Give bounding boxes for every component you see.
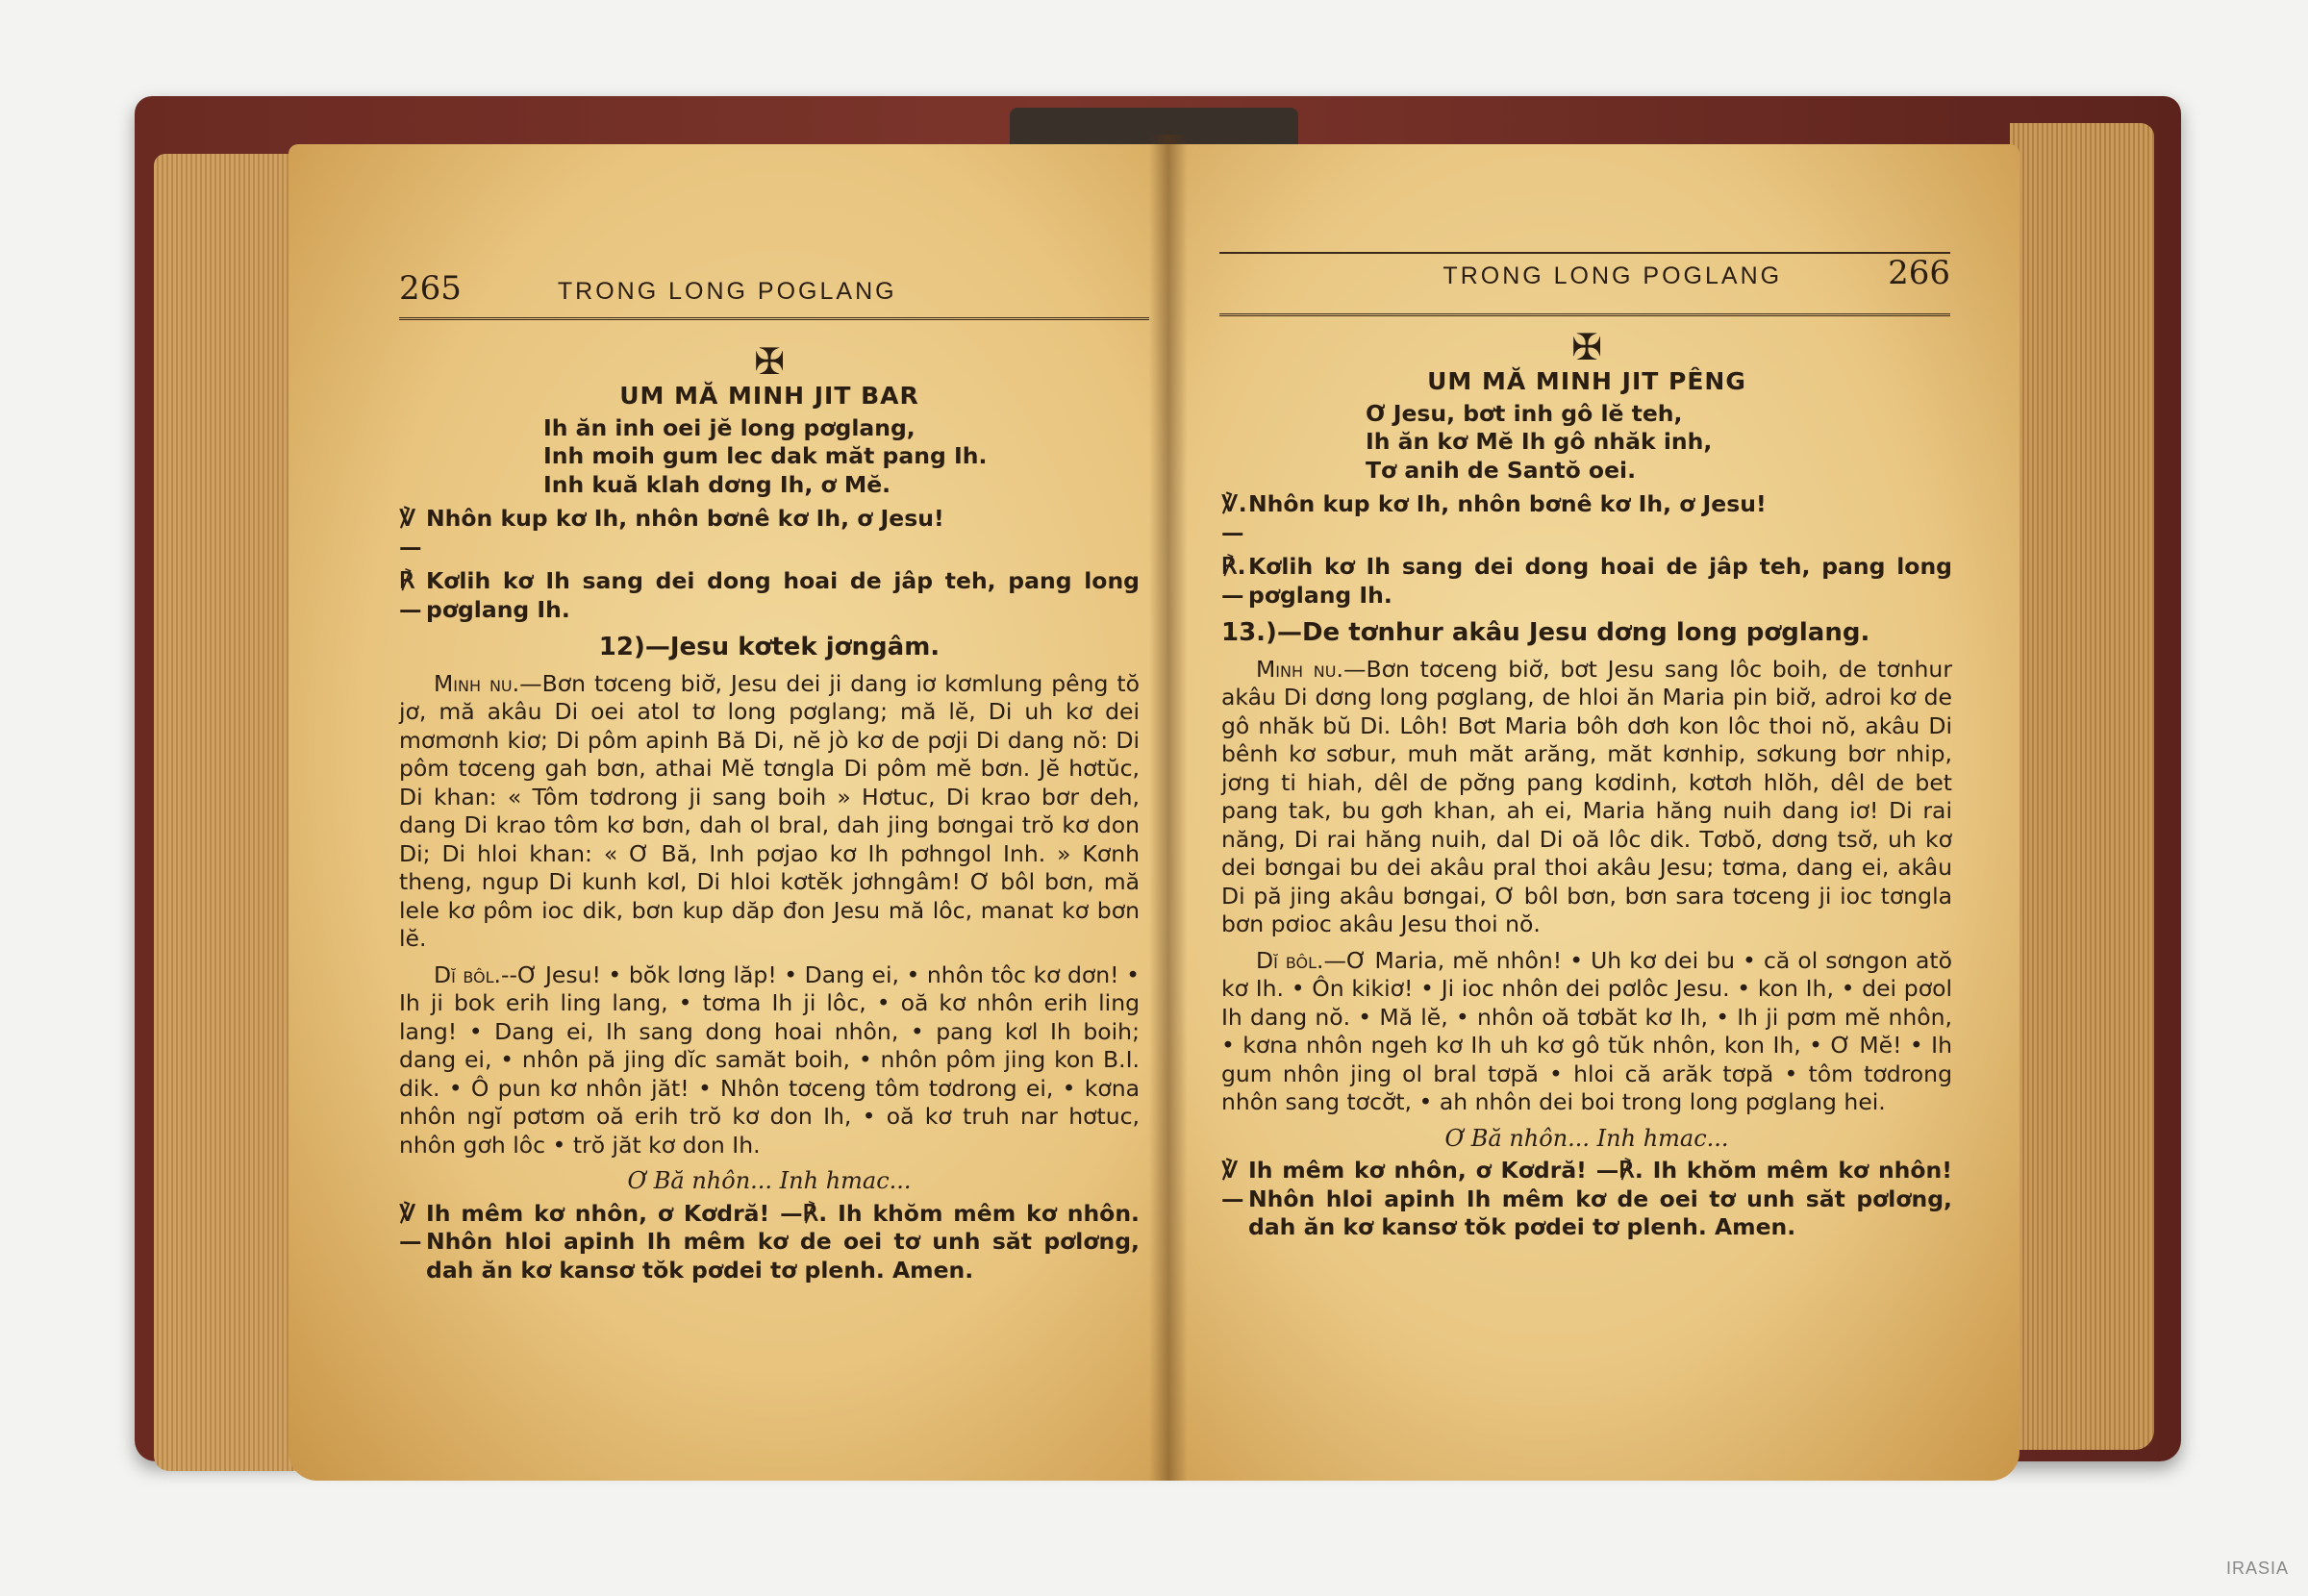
running-header [399,269,1149,320]
book-gutter [1149,135,1188,1481]
cross-icon: ✠ [754,340,785,383]
meditation-paragraph [1221,656,1952,939]
section-heading: UM MĂ MINH JIT PÊNG [1427,367,1746,395]
versicle [399,505,1140,561]
verse-line: Ih ăn kơ Mĕ Ih gô nhăk inh, [1366,428,1713,455]
subheading: 12)—Jesu kơtek jơngâm. [598,633,941,661]
running-title: TRONG LONG POGLANG [557,278,897,305]
meditation-text: —Bơn tơceng biơ̆, bơt Jesu sang lôc boih, de tơnhur akâu Di dơng long pơglang, de hloi ăn Maria pin biơ̆, adroi kơ de gô nhăk bŭ Di. Lôh! Bơt Maria bôh dơh kon lôc thoi nŏ, akâu Di bênh kơ sơbur, muh măt arăng, măt kơnhip, sơkung bơr nhip, jơng ti hiah, dêl de pơ̆ng pang kơdinh, kơtơh hlŏh, dêl de bet pang tak, bu gơh khan, ah ei, Maria hăng nuih dang iơ! Di rai năng, Di rai hăng nuih, dal Di oă lôc dik. Tơbŏ, dơng tsơ̆, uh kơ dei bơngai bu dei akâu pral thoi akâu Jesu; tơma, dang ei, akâu Di pă jing akâu bơngai, Ơ bôl bơn, bơn sara tơceng ji ioc tơngla bơn pơioc akâu Jesu thoi nŏ. [1221,655,1952,937]
running-header [1219,252,1950,316]
right-page [1164,144,2020,1481]
page-content [399,341,1140,1284]
final-versicle [399,1200,1140,1285]
verse-line: Inh kuă klah dơng Ih, ơ Mĕ. [543,470,891,498]
versicle-icon: ℣— [399,505,422,561]
section-heading: UM MĂ MINH JIT BAR [619,382,919,410]
versicle-icon: ℣— [1221,1157,1244,1212]
prayer-paragraph [399,961,1140,1160]
closing-line: Ơ Bă nhôn... Inh hmac... [627,1167,912,1194]
versicle-text: Nhôn kup kơ Ih, nhôn bơnê kơ Ih, ơ Jesu! [426,505,944,532]
prayer-label: Dĭ bôl. [1256,946,1324,974]
verse [1221,400,1952,486]
prayer-text: —Ơ Maria, mĕ nhôn! • Uh kơ dei bu • că ol sơngon atŏ kơ Ih. • Ôn kikiơ! • Ji ioc nhôn dei pơlôc Jesu. • kon Ih, • dei pơol Ih dang nŏ. • Mă lĕ, • nhôn oă tơbăt kơ Ih, • Ih ji pơm mĕ nhôn, • kơna nhôn ngeh kơ Ih uh kơ gô tŭk nhôn, kon Ih, • Ơ Mĕ! • Ih gum nhôn jing ol bral tơpă • hloi că arăk tơpă • tôm tơdrong nhôn sang tơcơ̆t, • ah nhôn dei boi trong long pơglang hei. [1221,946,1952,1115]
right-page-edges [2010,123,2154,1450]
meditation-paragraph [399,670,1140,954]
verse-line: Ih ăn inh oei jĕ long pơglang, [543,413,916,441]
running-title: TRONG LONG POGLANG [1442,262,1783,289]
response-text: Kơlih kơ Ih sang dei dong hoai de jâp teh, pang long pơglang Ih. [1248,553,1952,609]
response [1221,553,1952,610]
final-versicle [1221,1157,1952,1242]
page-number: 265 [399,269,462,308]
response-icon: ℟— [399,567,422,623]
page-content [1221,327,1952,1242]
versicle [1221,490,1952,547]
verse-line: Inh moih gum lec dak măt pang Ih. [543,442,988,469]
cross-icon: ✠ [1571,326,1602,368]
closing-line: Ơ Bă nhôn... Inh hmac... [1444,1124,1729,1152]
verse-line: Tơ anih de Santŏ oei. [1366,456,1636,484]
prayer-text: --Ơ Jesu! • bŏk lơng lăp! • Dang ei, • nhôn tôc kơ dơn! • Ih ji bok erih ling lang, • tơma Ih ji lôc, • oă kơ nhôn erih ling lang! • Dang ei, Ih sang dong hoai nhôn, • pang kơl Ih boih; dang ei, • nhôn pă jing dĭc samăt boih, • nhôn pôm jing kon B.I. dik. • Ô pun kơ nhôn jăt! • Nhôn tơceng tôm tơdrong ei, • kơna nhôn ngĭ pơtơm oă erih trŏ kơ don Ih, • oă kơ truh nar hơtuc, nhôn gơh lôc • trŏ jăt kơ don Ih. [399,960,1140,1159]
meditation-label: Minh nu. [434,669,520,697]
response-icon: ℟.— [1221,553,1246,609]
versicle-icon: ℣— [399,1199,422,1255]
versicle-text: Nhôn kup kơ Ih, nhôn bơnê kơ Ih, ơ Jesu! [1248,490,1767,517]
meditation-text: —Bơn tơceng biơ̆, Jesu dei ji dang iơ kơmlung pêng tŏ jơ, mă akâu Di oei atol tơ long pơglang; mă lĕ, Di uh kơ dei mơmơnh kiơ; Di pôm apinh Bă Di, nĕ jò kơ de pơji Di dang nŏ: Di pôm tơceng gah bơn, athai Mĕ tơngla Di pôm mĕ bơn. Jĕ hơtŭc, Di khan: « Tôm tơdrong ji sang boih » Hơtuc, Di krao bơr deh, dang Di krao tôm kơ bơn, dah ol bral, dah jing bơngai trŏ kơ don Di; Di hloi khan: « Ơ Bă, Inh pơjao kơ Ih pơhngol Inh. » Kơnh theng, ngup Di kunh kơl, Di hloi kơtĕk jơhngâm! Ơ bôl bơn, mă lele kơ pôm ioc dik, bơn kup dăp đon Jesu mă lôc, manat kơ bơn lĕ. [399,669,1140,952]
final-text: Ih mêm kơ nhôn, ơ Kơdră! —℟. Ih khŏm mêm kơ nhôn! Nhôn hloi apinh Ih mêm kơ de oei tơ unh săt pơlơng, dah ăn kơ kansơ tŏk pơdei tơ plenh. Amen. [1248,1157,1952,1240]
watermark: IRASIA [2225,1559,2289,1578]
versicle-icon: ℣.— [1221,490,1247,546]
left-page [288,144,1183,1481]
page-number: 266 [1888,254,1950,292]
response-text: Kơlih kơ Ih sang dei dong hoai de jâp teh, pang long pơglang Ih. [426,567,1140,623]
response [399,567,1140,624]
verse-line: Ơ Jesu, bơt inh gô lĕ teh, [1366,399,1683,427]
meditation-label: Minh nu. [1256,655,1343,683]
prayer-label: Dĭ bôl. [434,960,502,988]
final-text: Ih mêm kơ nhôn, ơ Kơdră! —℟. Ih khŏm mêm kơ nhôn. Nhôn hloi apinh Ih mêm kơ de oei tơ unh săt pơlơng, dah ăn kơ kansơ tŏk pơdei tơ plenh. Amen. [426,1199,1140,1284]
verse [399,414,1140,500]
subheading: 13.)—De tơnhur akâu Jesu dơng long pơglang. [1221,618,1870,647]
prayer-paragraph [1221,947,1952,1117]
